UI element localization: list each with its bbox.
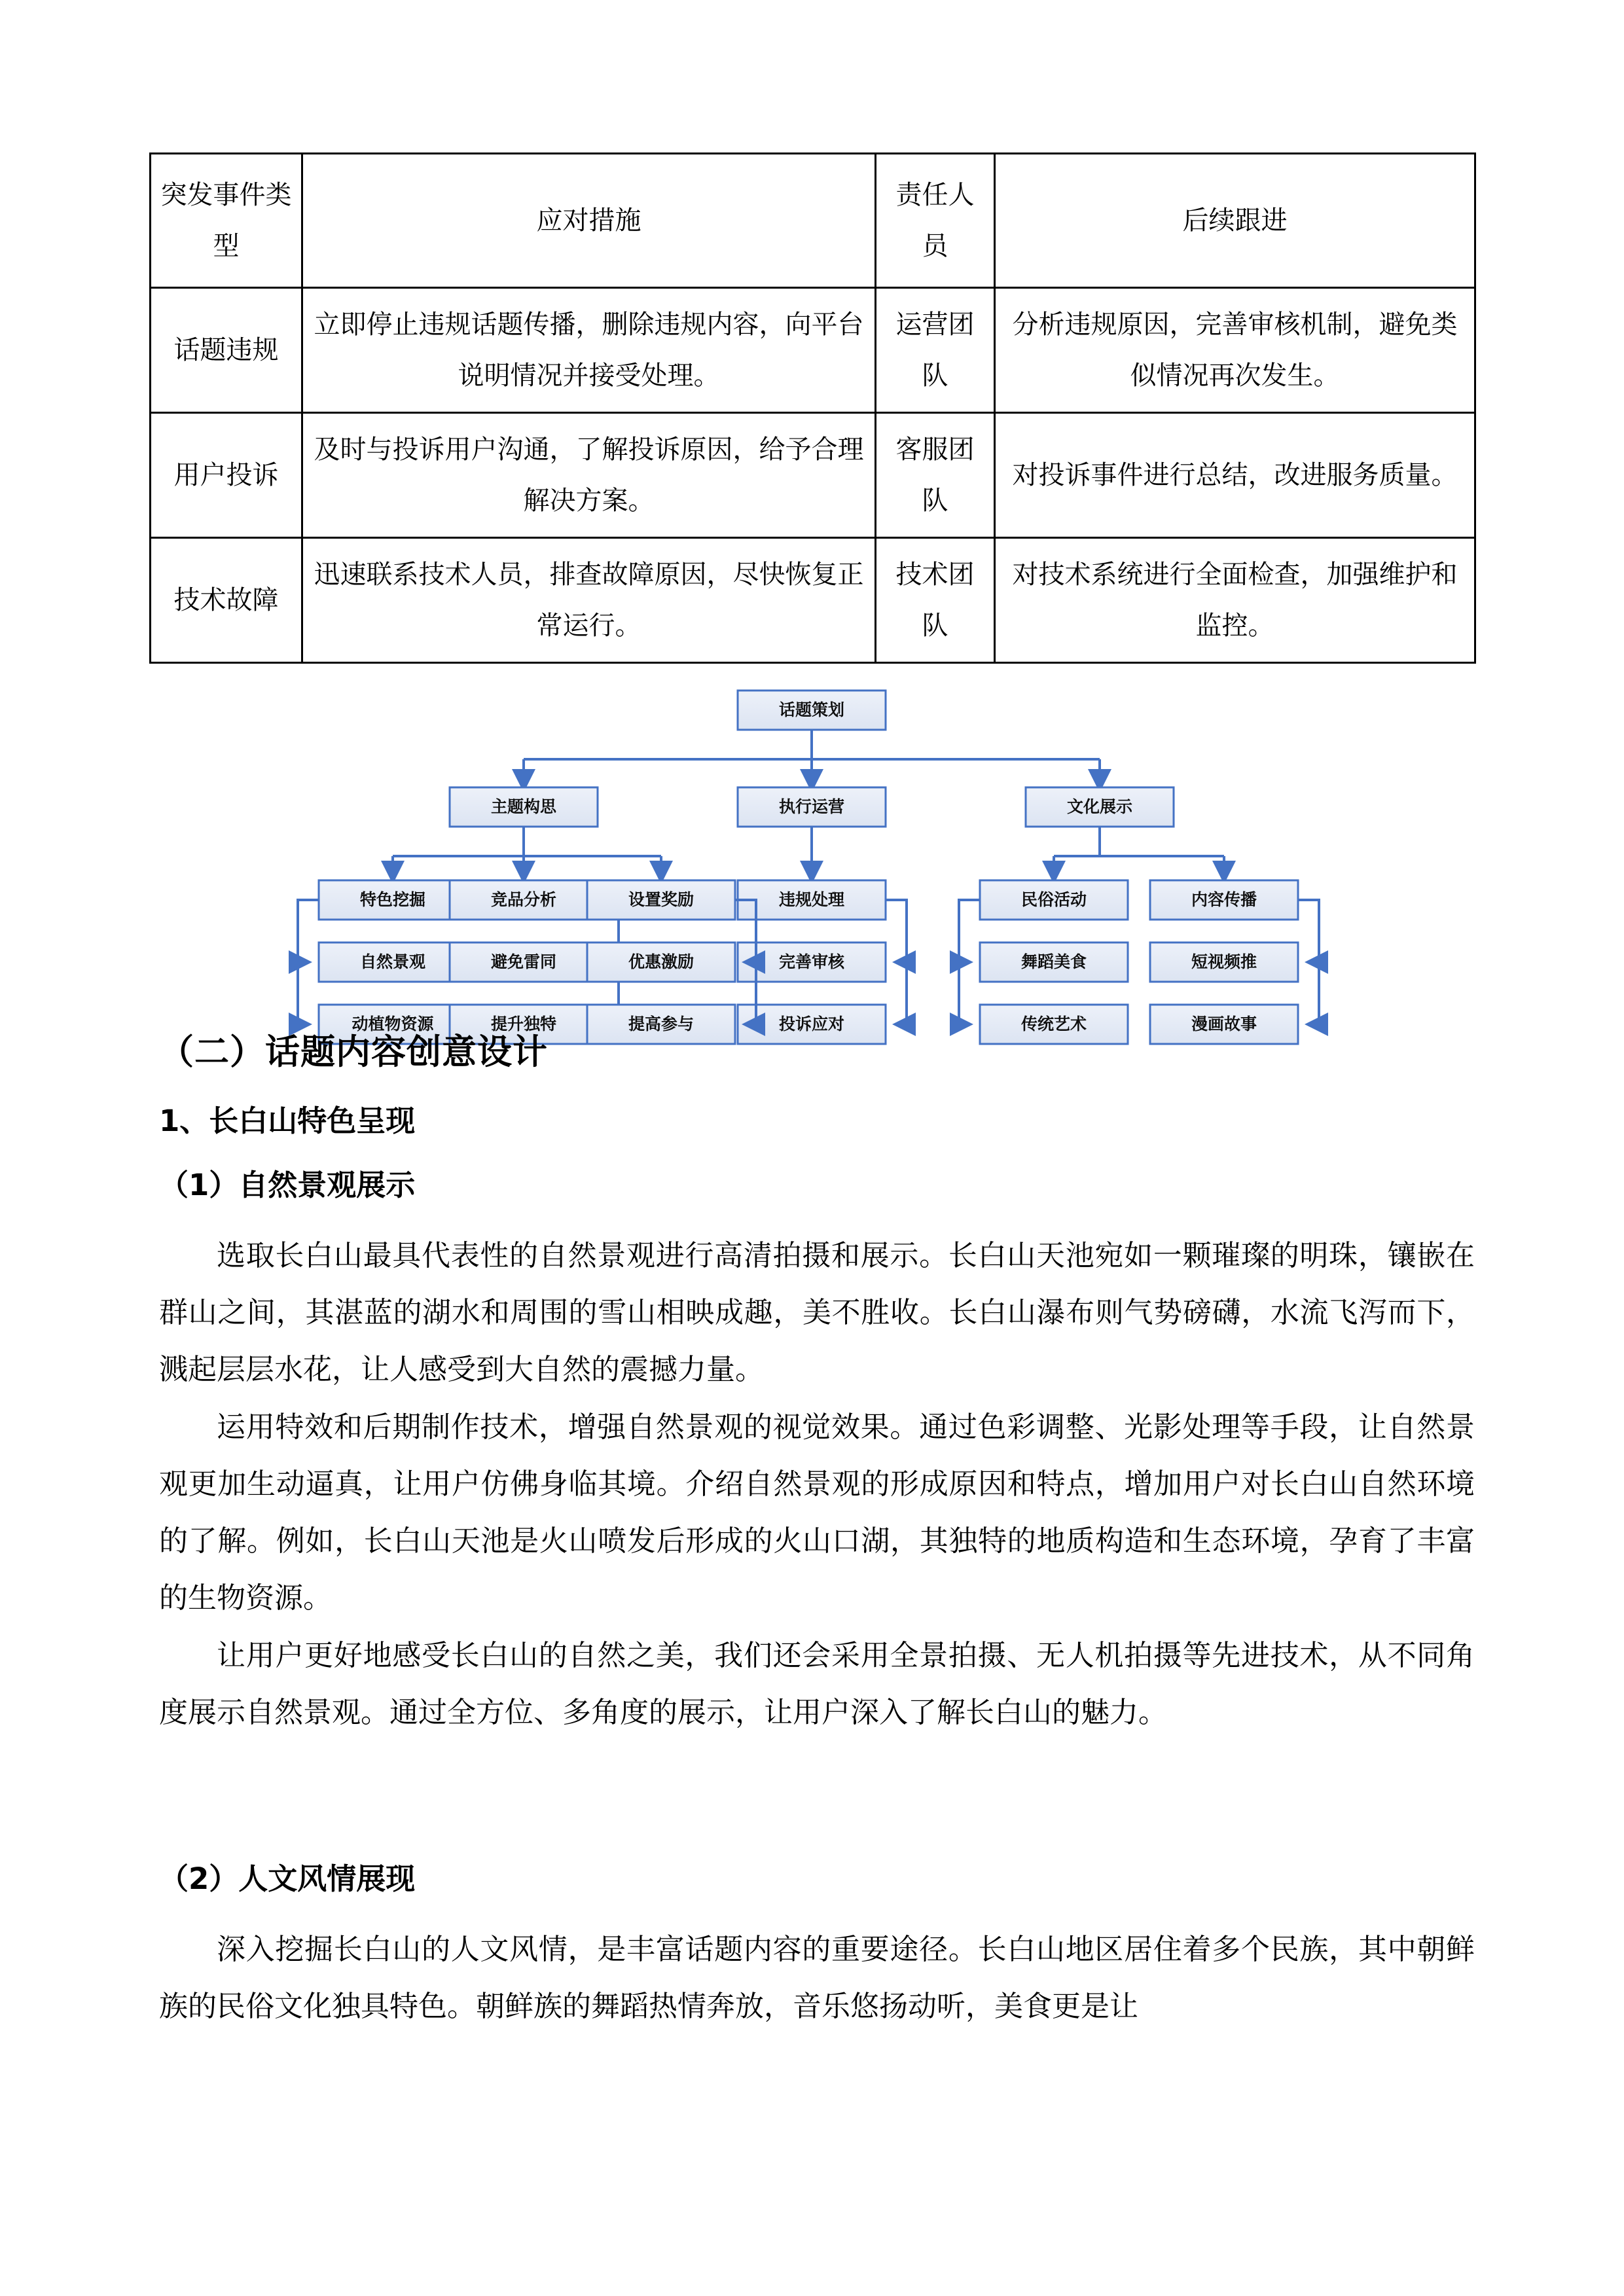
paragraph-natural-2: 运用特效和后期制作技术，增强自然景观的视觉效果。通过色彩调整、光影处理等手段，让自然景观更加生动逼真，让用户仿佛身临其境。介绍自然景观的形成原因和特点，增加用户对长白山自然环境的了解。例如，长白山天池是火山喷发后形成的火山口湖，其独特的地质构造和生态环境，孕育了丰富的生物资源。 <box>159 1410 1475 1615</box>
cell-followup: 分析违规原因，完善审核机制，避免类似情况再次发生。 <box>995 288 1475 413</box>
flow-node-col6-1 <box>1150 942 1298 982</box>
flow-label: 投诉应对 <box>778 1014 845 1033</box>
cell-measure: 立即停止违规话题传播，删除违规内容，向平台说明情况并接受处理。 <box>302 288 876 413</box>
cell-event-type: 用户投诉 <box>151 413 302 538</box>
flow-label: 漫画故事 <box>1191 1014 1257 1033</box>
flow-node-root <box>738 691 886 730</box>
flow-label: 话题策划 <box>778 700 845 719</box>
table-header-row <box>151 154 1475 288</box>
subheading-level-2-natural: （1）自然景观展示 <box>159 1168 416 1202</box>
table-row <box>151 413 1475 538</box>
cell-measure: 及时与投诉用户沟通，了解投诉原因，给予合理解决方案。 <box>302 413 876 538</box>
flow-node-col1-1 <box>319 942 467 982</box>
paragraph-culture-1: 深入挖掘长白山的人文风情，是丰富话题内容的重要途径。长白山地区居住着多个民族，其中朝鲜族的民俗文化独具特色。朝鲜族的舞蹈热情奔放，音乐悠扬动听，美食更是让 <box>159 1933 1475 2024</box>
flow-node-col2-1 <box>450 942 598 982</box>
flow-node-col1-0 <box>319 880 467 920</box>
table-header-followup: 后续跟进 <box>995 154 1475 288</box>
cell-owner: 客服团队 <box>876 413 995 538</box>
flow-label: 设置奖励 <box>628 890 695 909</box>
emergency-response-table <box>149 152 1476 664</box>
emergency-response-table-wrap <box>149 152 1474 664</box>
flow-node-col5-0 <box>980 880 1128 920</box>
subheading-level-2-culture: （2）人文风情展现 <box>159 1861 416 1896</box>
table-header-event-type: 突发事件类型 <box>151 154 302 288</box>
flow-node-branch-2 <box>1026 787 1174 827</box>
table-header-owner: 责任人员 <box>876 154 995 288</box>
flow-label: 避免雷同 <box>490 952 557 971</box>
flow-node-col4-0 <box>738 880 886 920</box>
flow-label: 舞蹈美食 <box>1020 952 1087 971</box>
cell-measure: 迅速联系技术人员，排查故障原因，尽快恢复正常运行。 <box>302 538 876 663</box>
flow-label: 主题构思 <box>490 797 557 816</box>
flow-label: 竞品分析 <box>490 890 557 909</box>
flow-label: 特色挖掘 <box>359 890 426 909</box>
flow-label: 文化展示 <box>1066 797 1133 816</box>
flow-label: 民俗活动 <box>1020 890 1087 909</box>
flow-node-col2-0 <box>450 880 598 920</box>
paragraph-natural-3: 让用户更好地感受长白山的自然之美，我们还会采用全景拍摄、无人机拍摄等先进技术，从不同角度展示自然景观。通过全方位、多角度的展示，让用户深入了解长白山的魅力。 <box>159 1639 1475 1730</box>
cell-event-type: 技术故障 <box>151 538 302 663</box>
flow-label: 提高参与 <box>628 1014 695 1033</box>
flow-label: 违规处理 <box>778 890 845 909</box>
flow-node-col6-0 <box>1150 880 1298 920</box>
flow-node-col3-1 <box>587 942 735 982</box>
flow-node-col5-1 <box>980 942 1128 982</box>
flow-label: 传统艺术 <box>1020 1014 1087 1033</box>
paragraph-natural-1: 选取长白山最具代表性的自然景观进行高清拍摄和展示。长白山天池宛如一颗璀璨的明珠，镶嵌在群山之间，其湛蓝的湖水和周围的雪山相映成趣，美不胜收。长白山瀑布则气势磅礴，水流飞泻而下，溅起层层水花，让人感受到大自然的震撼力量。 <box>159 1239 1475 1387</box>
flow-label: 优惠激励 <box>628 952 695 971</box>
subheading-level-1: 1、长白山特色呈现 <box>159 1103 416 1138</box>
table-row <box>151 538 1475 663</box>
topic-planning-flowchart <box>0 668 1624 1033</box>
flow-label: 自然景观 <box>359 952 426 971</box>
flow-label: 内容传播 <box>1191 890 1257 909</box>
table-header-measure: 应对措施 <box>302 154 876 288</box>
flow-label: 动植物资源 <box>352 1014 434 1033</box>
flow-label: 短视频推 <box>1191 952 1257 971</box>
cell-followup: 对投诉事件进行总结，改进服务质量。 <box>995 413 1475 538</box>
cell-event-type: 话题违规 <box>151 288 302 413</box>
cell-followup: 对技术系统进行全面检查，加强维护和监控。 <box>995 538 1475 663</box>
flow-label: 提升独特 <box>490 1014 557 1033</box>
cell-owner: 技术团队 <box>876 538 995 663</box>
cell-owner: 运营团队 <box>876 288 995 413</box>
flow-label: 完善审核 <box>778 952 845 971</box>
flow-node-col3-0 <box>587 880 735 920</box>
page-section-heading: （二）话题内容创意设计 <box>159 1032 548 1072</box>
flow-node-branch-1 <box>738 787 886 827</box>
flow-node-col4-1 <box>738 942 886 982</box>
flow-node-branch-0 <box>450 787 598 827</box>
table-row <box>151 288 1475 413</box>
flow-label: 执行运营 <box>778 797 845 816</box>
